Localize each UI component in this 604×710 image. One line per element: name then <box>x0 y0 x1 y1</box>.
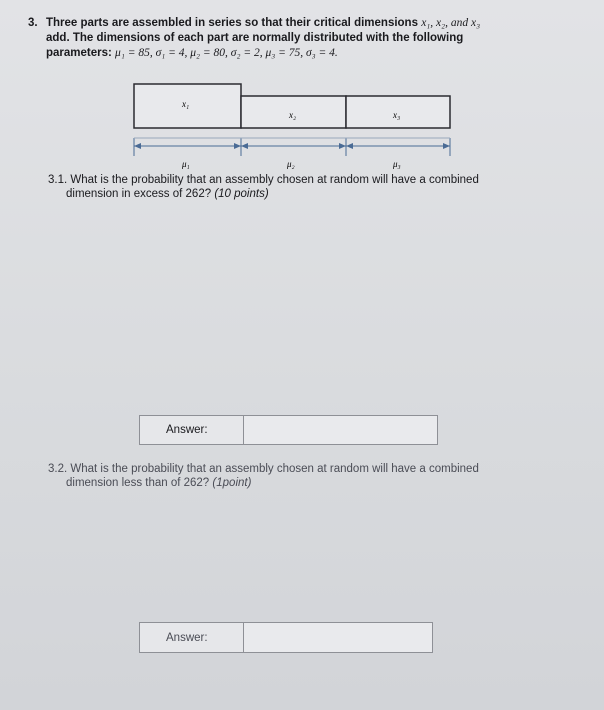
answer-field-3-1[interactable] <box>244 416 437 444</box>
mean-label-mu1: μ₁ <box>182 159 190 169</box>
answer-field-3-2[interactable] <box>244 623 432 652</box>
question-3-2 <box>48 462 558 490</box>
question-3-1 <box>48 173 558 201</box>
question-3-2-text-2: dimension less than of 262? <box>66 477 210 489</box>
question-3-2-line-2 <box>48 476 558 490</box>
answer-label-3-1: Answer: <box>140 416 244 444</box>
box-label-x3: x₃ <box>393 110 401 120</box>
answer-box-3-1 <box>139 415 438 445</box>
box-label-x2: x₂ <box>289 110 297 120</box>
question-3-2-text-1: 3.2. What is the probability that an assembly chosen at random will have a combined <box>48 463 479 475</box>
dimension-variables: x₁, x₂, and x₃ <box>421 17 481 29</box>
assembly-diagram <box>0 0 604 180</box>
answer-box-3-2 <box>139 622 433 653</box>
question-3-1-points: (10 points) <box>214 188 269 200</box>
question-3-1-text-1: 3.1. What is the probability that an assembly chosen at random will have a combined <box>48 174 479 186</box>
mean-label-mu2: μ₂ <box>287 159 295 169</box>
question-number: 3. <box>28 17 38 29</box>
answer-label-3-2: Answer: <box>140 623 244 652</box>
parameters-values: μ₁ = 85, σ₁ = 4, μ₂ = 80, σ₂ = 2, μ₃ = 75, σ₃ = 4. <box>115 47 338 59</box>
question-3-text-2: add. The dimensions of each part are normally distributed with the following <box>46 32 464 44</box>
question-3-1-line-2 <box>48 187 558 201</box>
dimension-line <box>134 138 450 156</box>
box-label-x1: x₁ <box>182 99 190 109</box>
mean-label-mu3: μ₃ <box>393 159 401 169</box>
question-3-1-text-2: dimension in excess of 262? <box>66 188 212 200</box>
question-3-text-1: Three parts are assembled in series so that their critical dimensions <box>46 17 418 29</box>
parameters-label: parameters: <box>46 47 112 59</box>
question-3-2-points: (1point) <box>212 477 252 489</box>
